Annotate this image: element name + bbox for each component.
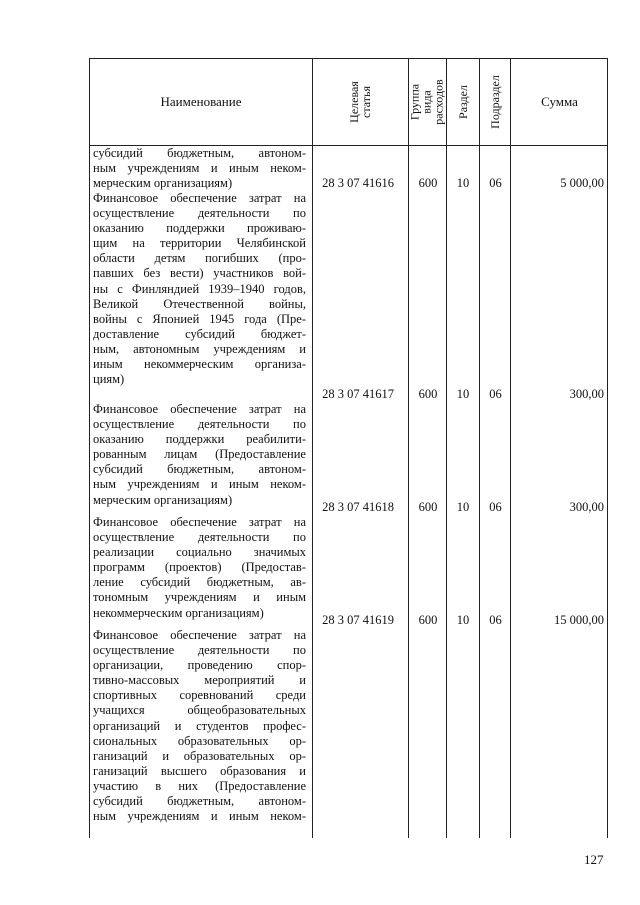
row-description: [93, 402, 306, 508]
row-section: 10: [456, 176, 470, 190]
page-number: 127: [584, 852, 604, 867]
header-subsection: Подраздел: [487, 75, 502, 129]
description-line: щим на территории Челябинской: [93, 236, 306, 251]
row-target-code: 28 3 07 41617: [322, 387, 394, 401]
row-subsection: 06: [489, 176, 502, 190]
row-description: [93, 515, 306, 621]
description-line: иным некоммерческим организа-: [93, 357, 306, 372]
row-group: 600: [418, 387, 438, 401]
row-sum: 15 000,00: [554, 613, 604, 627]
description-line: оказанию поддержки реабилити-: [93, 432, 306, 447]
description-line: организации, проведению спор-: [93, 658, 306, 673]
row-section: 10: [456, 500, 470, 514]
row-subsection: 06: [489, 387, 502, 401]
description-line: циям): [93, 372, 125, 387]
description-line: Финансовое обеспечение затрат на: [93, 628, 306, 642]
row-description: [93, 628, 306, 824]
description-line: ление субсидий бюджетным, ав-: [93, 575, 306, 590]
row-sum: 5 000,00: [560, 176, 604, 190]
description-line: осуществление деятельности по: [93, 643, 306, 658]
description-line: Великой Отечественной войны,: [93, 296, 306, 311]
description-line: осуществление деятельности по: [93, 417, 306, 432]
budget-table: [89, 58, 608, 838]
description-line: рованным лицам (Предоставление: [93, 447, 306, 462]
row-group: 600: [418, 613, 438, 627]
description-line: ным учреждениям и иным неком-: [93, 161, 306, 176]
header-section: Раздел: [455, 85, 470, 119]
description-line: Финансовое обеспечение затрат на: [93, 191, 306, 205]
description-line: области детям погибших (про-: [93, 251, 306, 266]
description-line: ным учреждениям и иным неком-: [93, 809, 306, 824]
description-line: ны с Финляндией 1939–1940 годов,: [93, 281, 306, 296]
description-line: Финансовое обеспечение затрат на: [93, 402, 306, 416]
row-section: 10: [456, 387, 470, 401]
description-line: некоммерческим организациям): [93, 605, 264, 620]
header-sum: Сумма: [541, 94, 578, 109]
description-line: осуществление деятельности по: [93, 206, 306, 221]
description-line: мерческим организациям): [93, 176, 233, 191]
row-target-code: 28 3 07 41618: [322, 500, 394, 514]
description-line: организаций и студентов профес-: [93, 718, 306, 733]
col-divider: [408, 59, 409, 838]
row-group: 600: [418, 500, 438, 514]
header-target: Целевая статья: [347, 81, 373, 123]
row-group: 600: [418, 176, 438, 190]
description-line: учащихся общеобразовательных: [93, 703, 306, 718]
row-target-code: 28 3 07 41619: [322, 613, 394, 627]
description-line: войны с Японией 1945 года (Пре-: [93, 311, 306, 326]
row-sum: 300,00: [569, 387, 604, 401]
row-sum: 300,00: [569, 500, 604, 514]
description-line: субсидий бюджетным, автоном-: [93, 462, 306, 477]
description-line: мерческим организациям): [93, 492, 233, 507]
description-line: субсидий бюджетным, автоном-: [93, 146, 306, 160]
description-line: ганизаций высшего образования и: [93, 763, 306, 778]
header-group: Группа вида расходов: [408, 79, 446, 125]
description-line: ным учреждениям и иным неком-: [93, 477, 306, 492]
description-line: реализации социально значимых: [93, 545, 306, 560]
description-line: павших без вести) участников вой-: [93, 266, 306, 281]
description-line: программ (проектов) (Предостав-: [93, 560, 306, 575]
row-section: 10: [456, 613, 470, 627]
description-line: спортивных соревнований среди: [93, 688, 306, 703]
row-target-code: 28 3 07 41616: [322, 176, 394, 190]
description-line: сиональных образовательных ор-: [93, 733, 306, 748]
row-subsection: 06: [489, 613, 502, 627]
description-line: ганизаций и образовательных ор-: [93, 748, 306, 763]
description-line: тивно-массовых мероприятий и: [93, 673, 306, 688]
description-line: ным, автономным учреждениям и: [93, 341, 306, 356]
header-name: Наименование: [160, 94, 242, 109]
description-line: Финансовое обеспечение затрат на: [93, 515, 306, 529]
description-line: участию в них (Предоставление: [93, 778, 306, 793]
row-subsection: 06: [489, 500, 502, 514]
description-line: осуществление деятельности по: [93, 530, 306, 545]
row-description: [93, 191, 306, 387]
description-line: тономным учреждениям и иным: [93, 590, 306, 605]
row-description: [93, 146, 306, 191]
description-line: субсидий бюджетным, автоном-: [93, 794, 306, 809]
description-line: оказанию поддержки проживаю-: [93, 221, 306, 236]
description-line: доставление субсидий бюджет-: [93, 326, 306, 341]
